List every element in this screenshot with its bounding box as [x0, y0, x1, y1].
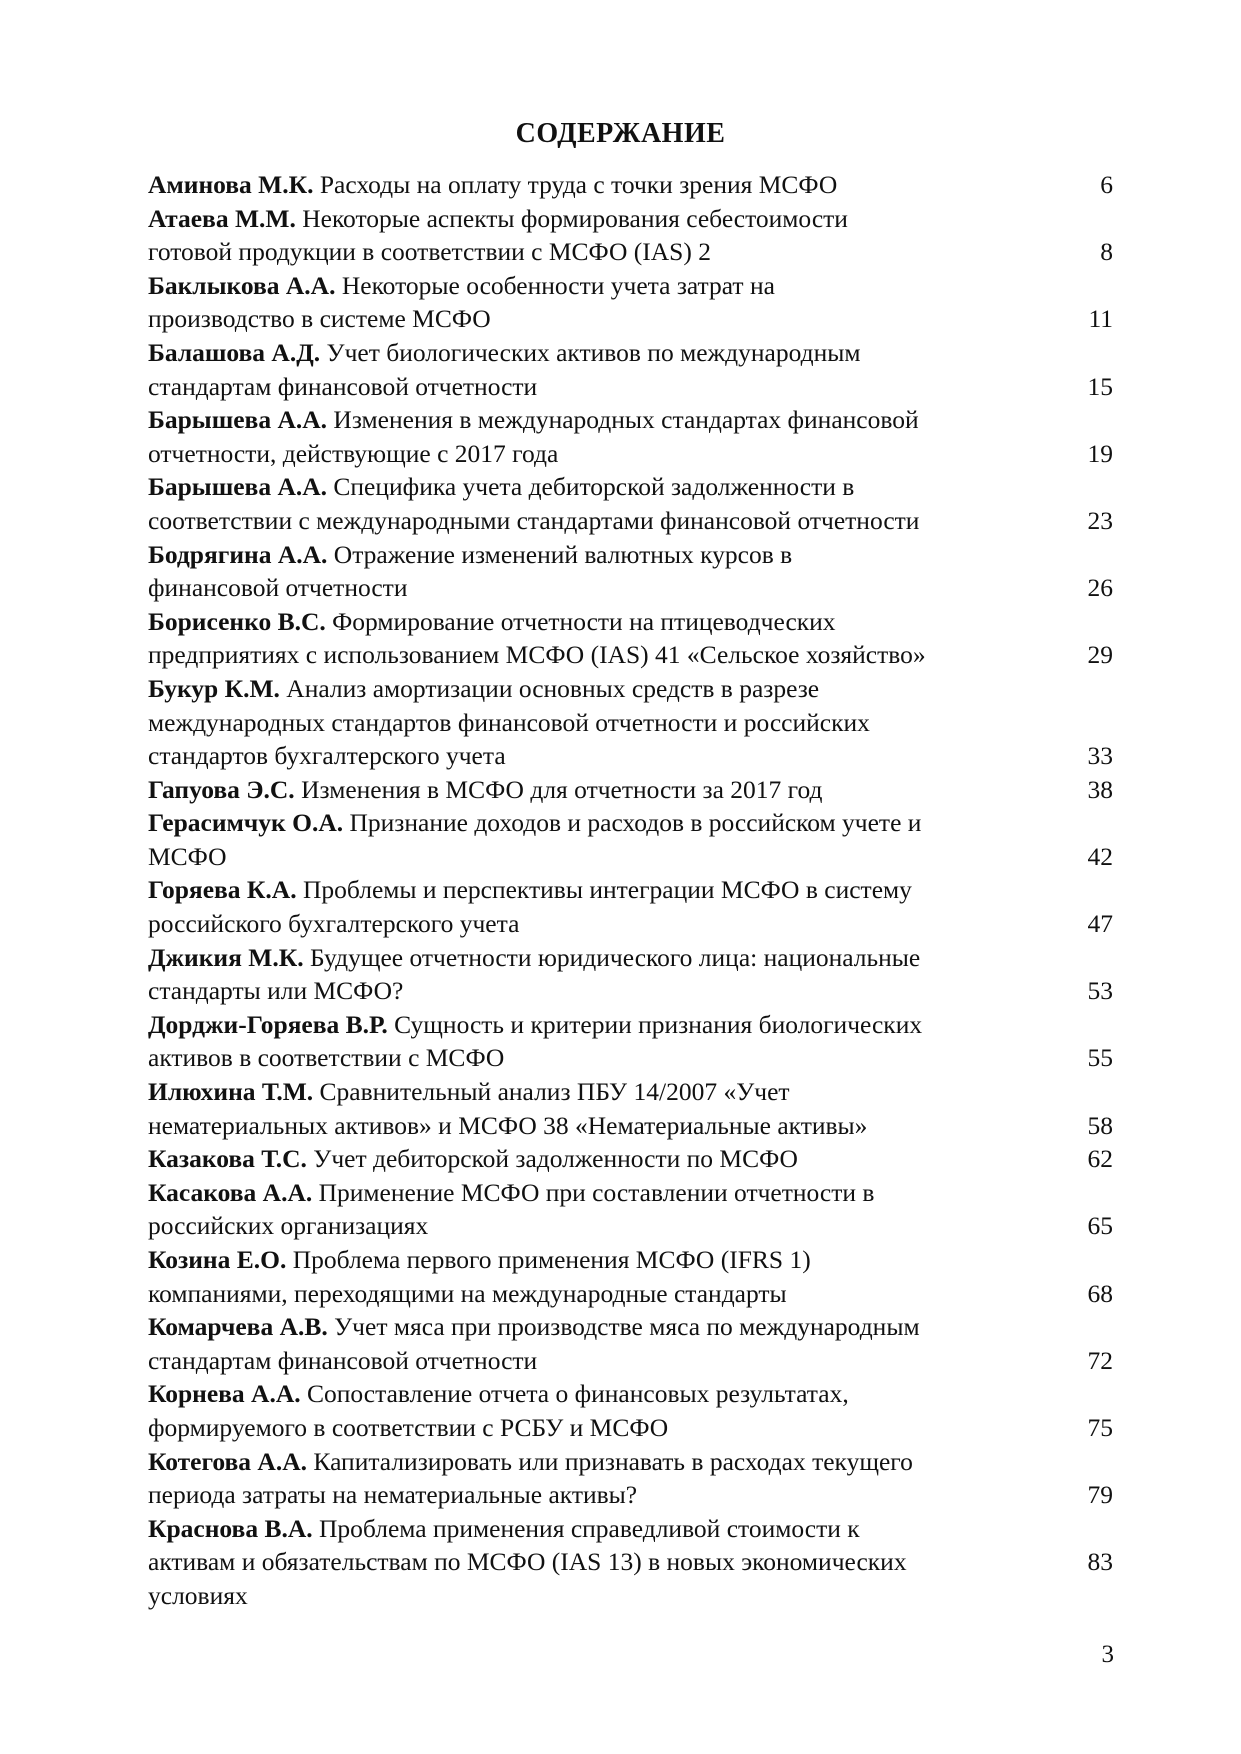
toc-entry-title: Отражение изменений валютных курсов в	[333, 539, 793, 569]
toc-entry-page: 6	[1100, 170, 1113, 199]
toc-entry-line	[148, 1545, 1113, 1579]
toc-entry-title: активов в соответствии с МСФО	[148, 1043, 505, 1073]
toc-entry	[148, 941, 1113, 1008]
toc-entry-line	[148, 1075, 1113, 1109]
toc-entry-page: 75	[1087, 1412, 1113, 1442]
toc-entry-title: Учет биологических активов по международным	[326, 337, 861, 367]
toc-entry	[148, 1512, 1113, 1613]
toc-entry-title: Учет мяса при производстве мяса по международным	[334, 1312, 920, 1342]
toc-entry-page: 58	[1087, 1110, 1113, 1140]
toc-entry-line	[148, 672, 1113, 706]
toc-entry	[148, 1075, 1113, 1142]
toc-entry-page: 33	[1087, 741, 1113, 771]
table-of-contents	[148, 168, 1113, 1613]
toc-entry-line	[148, 1008, 1113, 1042]
toc-entry-title: Расходы на оплату труда с точки зрения МСФО	[319, 170, 838, 199]
toc-entry-author: Илюхина Т.М.	[148, 1077, 314, 1107]
toc-entry-line	[148, 739, 1113, 773]
toc-entry-page: 53	[1087, 976, 1113, 1006]
toc-entry	[148, 873, 1113, 940]
toc-entry-title: условиях	[148, 1580, 248, 1610]
toc-entry	[148, 269, 1113, 336]
toc-entry-line	[148, 504, 1113, 538]
toc-entry-author: Дорджи-Горяева В.Р.	[148, 1009, 388, 1039]
toc-entry-title: Специфика учета дебиторской задолженности в	[333, 472, 855, 502]
toc-entry-title: производство в системе МСФО	[148, 304, 491, 334]
toc-entry	[148, 1142, 1113, 1176]
toc-entry-line	[148, 907, 1113, 941]
toc-entry-author: Джикия М.К.	[148, 942, 304, 972]
toc-entry-author: Герасимчук О.А.	[148, 808, 344, 838]
toc-entry-page: 55	[1087, 1043, 1113, 1073]
toc-entry-title: стандартам финансовой отчетности	[148, 371, 538, 401]
toc-entry	[148, 1377, 1113, 1444]
toc-entry-title: финансовой отчетности	[148, 573, 408, 603]
toc-entry-author: Комарчева А.В.	[148, 1312, 328, 1342]
toc-entry-line	[148, 269, 1113, 303]
toc-entry-page: 29	[1087, 640, 1113, 670]
toc-entry-line	[148, 873, 1113, 907]
toc-entry-line	[148, 202, 1113, 236]
toc-entry-page: 65	[1087, 1211, 1113, 1241]
toc-entry-page: 72	[1087, 1345, 1113, 1375]
toc-entry-page: 11	[1088, 304, 1113, 334]
toc-entry-title: Сравнительный анализ ПБУ 14/2007 «Учет	[319, 1077, 790, 1107]
toc-entry	[148, 773, 1113, 807]
toc-entry	[148, 1008, 1113, 1075]
toc-entry-title: периода затраты на нематериальные активы?	[148, 1480, 638, 1510]
toc-entry-line	[148, 1512, 1113, 1546]
toc-entry-title: отчетности, действующие с 2017 года	[148, 438, 559, 468]
toc-entry-line	[148, 302, 1113, 336]
toc-entry-title: стандарты или МСФО?	[148, 976, 404, 1006]
toc-entry-author: Букур К.М.	[148, 673, 280, 703]
toc-entry-line	[148, 806, 1113, 840]
toc-entry-line	[148, 605, 1113, 639]
toc-entry	[148, 403, 1113, 470]
toc-entry-line	[148, 1445, 1113, 1479]
toc-entry-author: Казакова Т.С.	[148, 1144, 307, 1174]
toc-entry-title: Признание доходов и расходов в российском учете и	[349, 808, 922, 838]
toc-entry-line	[148, 538, 1113, 572]
toc-entry-title: Изменения в международных стандартах финансовой	[333, 405, 919, 435]
toc-entry-title: российских организациях	[148, 1211, 429, 1241]
toc-entry-line	[148, 370, 1113, 404]
toc-entry-title: Применение МСФО при составлении отчетности в	[318, 1177, 875, 1207]
toc-entry-title: Сущность и критерии признания биологических	[394, 1009, 923, 1039]
toc-entry-title: МСФО	[148, 841, 227, 871]
toc-entry-title: Изменения в МСФО для отчетности за 2017 год	[301, 774, 823, 804]
toc-entry-author: Касакова А.А.	[148, 1177, 313, 1207]
toc-entry-line	[148, 974, 1113, 1008]
toc-entry-title: Будущее отчетности юридического лица: национальные	[309, 942, 921, 972]
toc-entry	[148, 1176, 1113, 1243]
toc-entry-page: 26	[1087, 573, 1113, 603]
toc-entry-line	[148, 235, 1113, 269]
toc-entry-author: Барышева А.А.	[148, 472, 328, 502]
toc-entry	[148, 1310, 1113, 1377]
toc-entry-title: активам и обязательствам по МСФО (IAS 13) в новых экономических	[148, 1547, 907, 1577]
toc-entry-author: Бодрягина А.А.	[148, 539, 328, 569]
toc-entry-author: Барышева А.А.	[148, 405, 328, 435]
toc-entry-line	[148, 403, 1113, 437]
toc-entry-page: 38	[1087, 774, 1113, 804]
toc-entry-title: Проблема первого применения МСФО (IFRS 1)	[292, 1245, 811, 1274]
toc-entry-title: российского бухгалтерского учета	[148, 909, 520, 939]
toc-entry-line	[148, 638, 1113, 672]
toc-entry-page: 8	[1100, 237, 1113, 267]
toc-entry-page: 83	[1087, 1547, 1113, 1577]
toc-entry	[148, 538, 1113, 605]
toc-entry-line	[148, 1176, 1113, 1210]
toc-entry-author: Козина Е.О.	[148, 1245, 287, 1274]
toc-entry-line	[148, 1310, 1113, 1344]
toc-entry-title: готовой продукции в соответствии с МСФО (IAS) 2	[148, 237, 711, 267]
toc-entry-line	[148, 470, 1113, 504]
toc-entry-line	[148, 941, 1113, 975]
toc-entry-title: стандартов бухгалтерского учета	[148, 741, 506, 771]
toc-entry	[148, 806, 1113, 873]
toc-entry-line	[148, 1277, 1113, 1311]
toc-entry-title: Анализ амортизации основных средств в разрезе	[286, 673, 820, 703]
toc-entry-author: Баклыкова А.А.	[148, 270, 336, 300]
toc-entry-line	[148, 336, 1113, 370]
toc-entry-line	[148, 1041, 1113, 1075]
toc-entry-line	[148, 571, 1113, 605]
toc-entry-line	[148, 1109, 1113, 1143]
toc-entry-line	[148, 1344, 1113, 1378]
toc-entry	[148, 202, 1113, 269]
toc-entry-line	[148, 1411, 1113, 1445]
toc-entry-page: 42	[1087, 841, 1113, 871]
toc-entry-title: Учет дебиторской задолженности по МСФО	[313, 1144, 798, 1174]
toc-entry	[148, 672, 1113, 773]
toc-entry-page: 23	[1087, 505, 1113, 535]
toc-entry-author: Корнева А.А.	[148, 1379, 301, 1409]
toc-entry-author: Котегова А.А.	[148, 1446, 308, 1476]
toc-entry-title: соответствии с международными стандартами финансовой отчетности	[148, 505, 920, 535]
toc-entry-title: Некоторые особенности учета затрат на	[341, 270, 775, 300]
toc-entry	[148, 168, 1113, 202]
toc-entry-line	[148, 1243, 1113, 1277]
toc-entry-author: Балашова А.Д.	[148, 337, 321, 367]
toc-entry	[148, 1445, 1113, 1512]
toc-entry-page: 79	[1087, 1480, 1113, 1510]
page-number: 3	[1101, 1641, 1114, 1668]
toc-entry-line	[148, 437, 1113, 471]
toc-entry	[148, 336, 1113, 403]
toc-entry-title: Капитализировать или признавать в расходах текущего	[313, 1446, 913, 1476]
toc-entry-page: 19	[1087, 438, 1113, 468]
toc-entry-title: нематериальных активов» и МСФО 38 «Нематериальные активы»	[148, 1110, 868, 1140]
toc-entry-title: международных стандартов финансовой отчетности и российских	[148, 707, 870, 737]
toc-entry-line	[148, 1579, 1113, 1613]
toc-entry-author: Краснова В.А.	[148, 1513, 313, 1543]
toc-entry-author: Аминова М.К.	[148, 170, 314, 199]
page-title: СОДЕРЖАНИЕ	[515, 118, 726, 149]
toc-entry	[148, 470, 1113, 537]
toc-entry	[148, 605, 1113, 672]
toc-entry-title: стандартам финансовой отчетности	[148, 1345, 538, 1375]
toc-entry-title: предприятиях с использованием МСФО (IAS) 41 «Сельское хозяйство»	[148, 640, 926, 670]
toc-entry-author: Атаева М.М.	[148, 203, 296, 233]
toc-entry-title: Проблемы и перспективы интеграции МСФО в систему	[302, 875, 912, 905]
toc-entry-page: 62	[1087, 1144, 1113, 1174]
toc-entry-line	[148, 706, 1113, 740]
toc-entry-author: Горяева К.А.	[148, 875, 297, 905]
toc-entry-author: Борисенко В.С.	[148, 606, 326, 636]
toc-entry-title: формируемого в соответствии с РСБУ и МСФО	[148, 1412, 669, 1442]
toc-entry-line	[148, 840, 1113, 874]
toc-entry-title: Проблема применения справедливой стоимости к	[319, 1513, 860, 1543]
toc-entry-line	[148, 1209, 1113, 1243]
toc-entry-page: 15	[1087, 371, 1113, 401]
toc-entry-line	[148, 1142, 1113, 1176]
toc-entry-author: Гапуова Э.С.	[148, 774, 295, 804]
toc-entry-page: 47	[1087, 909, 1113, 939]
toc-entry-line	[148, 773, 1113, 807]
toc-entry-title: Некоторые аспекты формирования себестоимости	[302, 203, 848, 233]
toc-entry	[148, 1243, 1113, 1310]
toc-entry-line	[148, 168, 1113, 202]
toc-entry-title: компаниями, переходящими на международные стандарты	[148, 1278, 787, 1308]
toc-entry-line	[148, 1377, 1113, 1411]
toc-entry-title: Формирование отчетности на птицеводческих	[332, 606, 836, 636]
toc-entry-line	[148, 1478, 1113, 1512]
toc-entry-page: 68	[1087, 1278, 1113, 1308]
toc-entry-title: Сопоставление отчета о финансовых результатах,	[307, 1379, 849, 1409]
